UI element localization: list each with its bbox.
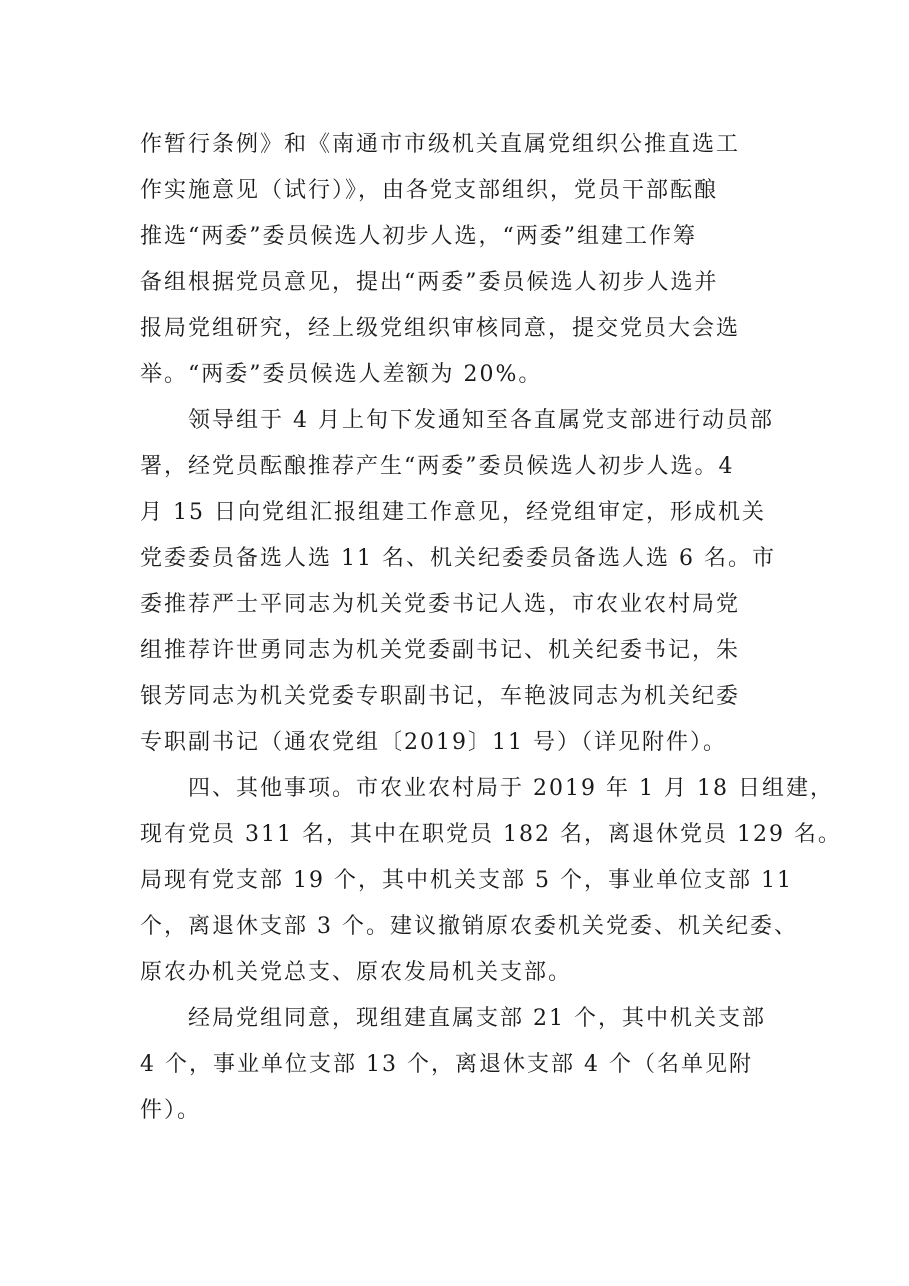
text-line: 银芳同志为机关党委专职副书记，车艳波同志为机关纪委 <box>140 684 741 709</box>
paragraph-start-line: 经局党组同意，现组建直属支部 21 个，其中机关支部 <box>188 1006 766 1031</box>
text-line: 备组根据党员意见，提出“两委”委员候选人初步人选并 <box>140 270 719 295</box>
text-line: 专职副书记（通农党组〔2019〕11 号）（详见附件）。 <box>140 730 727 755</box>
text-line: 举。“两委”委员候选人差额为 20%。 <box>140 362 543 387</box>
text-line: 月 15 日向党组汇报组建工作意见，经党组审定，形成机关 <box>140 500 766 525</box>
text-line: 报局党组研究，经上级党组织审核同意，提交党员大会选 <box>140 316 741 341</box>
text-line: 党委委员备选人选 11 名、机关纪委委员备选人选 6 名。市 <box>140 546 776 571</box>
paragraph-start-line: 四、其他事项。市农业农村局于 2019 年 1 月 18 日组建， <box>188 776 834 801</box>
text-line: 局现有党支部 19 个，其中机关支部 5 个，事业单位支部 11 <box>140 868 793 893</box>
text-line: 现有党员 311 名，其中在职党员 182 名，离退休党员 129 名。 <box>140 822 842 847</box>
text-line: 组推荐许世勇同志为机关党委副书记、机关纪委书记，朱 <box>140 638 741 663</box>
text-line: 委推荐严士平同志为机关党委书记人选，市农业农村局党 <box>140 592 741 617</box>
paragraph-start-line: 领导组于 4 月上旬下发通知至各直属党支部进行动员部 <box>188 408 774 433</box>
text-line: 原农办机关党总支、原农发局机关支部。 <box>140 960 573 985</box>
text-line: 件）。 <box>140 1098 202 1123</box>
text-line: 署，经党员酝酿推荐产生“两委”委员候选人初步人选。4 <box>140 454 735 479</box>
text-line: 推选“两委”委员候选人初步人选，“两委”组建工作筹 <box>140 224 697 249</box>
document-body <box>140 122 842 1134</box>
text-line: 作实施意见（试行）》，由各党支部组织，党员干部酝酿 <box>140 178 719 203</box>
text-line: 个，离退休支部 3 个。建议撤销原农委机关党委、机关纪委、 <box>140 914 798 939</box>
text-line: 作暂行条例》和《南通市市级机关直属党组织公推直选工 <box>140 132 741 157</box>
text-line: 4 个，事业单位支部 13 个，离退休支部 4 个（名单见附 <box>140 1052 753 1077</box>
